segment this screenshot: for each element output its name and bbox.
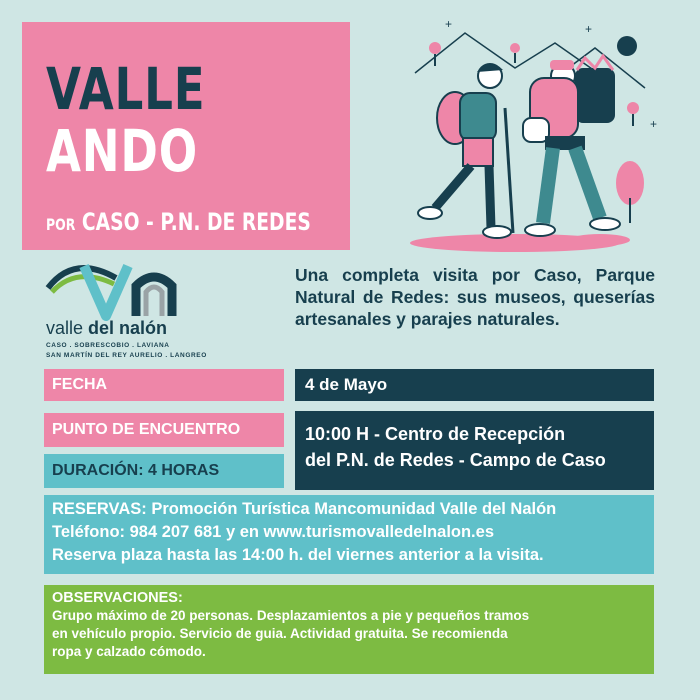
observaciones-title: OBSERVACIONES: <box>52 590 183 606</box>
hikers-illustration <box>405 18 665 258</box>
punto-line-2: del P.N. de Redes - Campo de Caso <box>305 450 606 470</box>
subtitle <box>46 208 311 236</box>
punto-line-1: 10:00 H - Centro de Recepción <box>305 424 566 444</box>
reservas-line-1: RESERVAS: Promoción Turística Mancomunidad Valle del Nalón <box>52 500 557 518</box>
logo-municipalities-2: SAN MARTÍN DEL REY AURELIO . LANGREO <box>46 352 207 359</box>
intro-text: Una completa visita por Caso, Parque Natural de Redes: sus museos, queserías artesanales y parajes naturales. <box>295 265 655 329</box>
svg-text:+: + <box>650 117 658 131</box>
title-block <box>22 22 350 250</box>
duracion-label: DURACIÓN: 4 HORAS <box>44 454 284 488</box>
observaciones-box <box>44 585 654 674</box>
fecha-value: 4 de Mayo <box>295 369 654 401</box>
logo-name-bold: del nalón <box>88 318 168 338</box>
reservas-box <box>44 495 654 574</box>
title-line-1: VALLE <box>46 55 206 123</box>
observaciones-line-3: ropa y calzado cómodo. <box>52 644 206 659</box>
logo-name <box>46 318 167 339</box>
observaciones-line-2: en vehículo propio. Servicio de guia. Actividad gratuita. Se recomienda <box>52 626 508 641</box>
subtitle-por: POR <box>46 215 76 234</box>
logo-name-light: valle <box>46 318 89 338</box>
svg-text:+: + <box>585 22 593 36</box>
logo-municipalities-1: CASO . SOBRESCOBIO . LAVIANA <box>46 342 170 349</box>
fecha-label: FECHA <box>44 369 284 401</box>
title-line-2: ANDO <box>46 117 199 185</box>
punto-label: PUNTO DE ENCUENTRO <box>44 413 284 447</box>
reservas-line-2: Teléfono: 984 207 681 y en www.turismovalledelnalon.es <box>52 523 494 541</box>
subtitle-destination: CASO - P.N. DE REDES <box>81 208 311 236</box>
svg-text:+: + <box>445 18 453 31</box>
reservas-line-3: Reserva plaza hasta las 14:00 h. del viernes anterior a la visita. <box>52 546 544 564</box>
punto-value <box>295 411 654 490</box>
observaciones-line-1: Grupo máximo de 20 personas. Desplazamientos a pie y pequeños tramos <box>52 608 530 623</box>
